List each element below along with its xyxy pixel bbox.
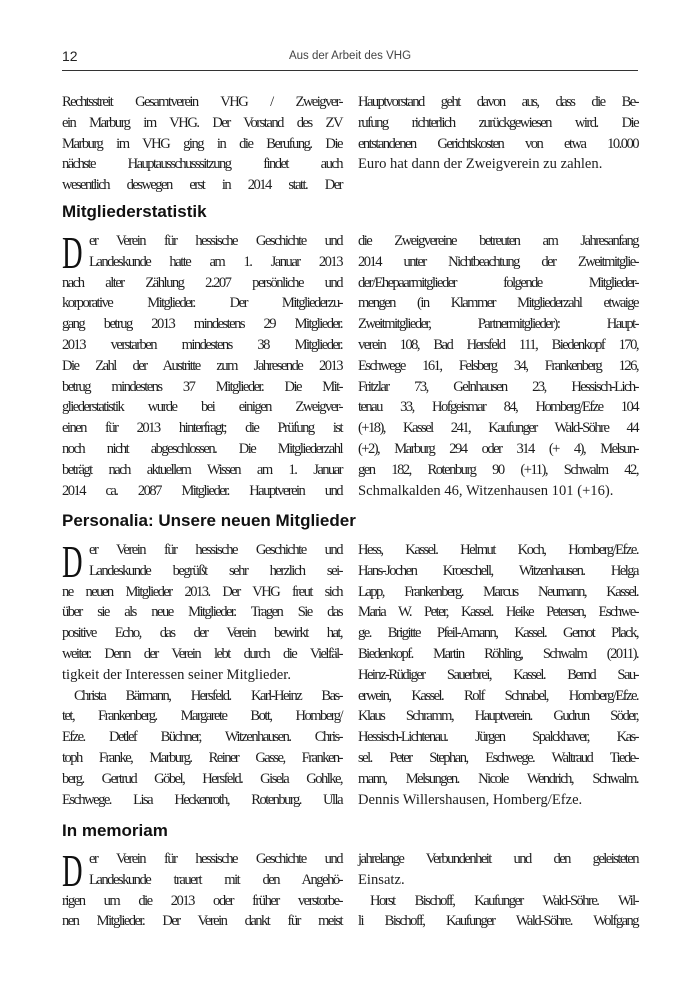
right-column bbox=[358, 849, 638, 932]
text-line: einen für 2013 hinterfragt; die Prüfung ist bbox=[62, 420, 342, 437]
text-line: Eschwege 161, Felsberg 34, Frankenberg 126, bbox=[358, 357, 638, 374]
text-line: Hans-Jochen Kroeschell, Witzenhausen. Helga bbox=[358, 562, 638, 579]
text-line: Christa Bärmann, Hersfeld. Karl-Heinz Bas- bbox=[74, 687, 342, 704]
text-line: Biedenkopf. Martin Röhling, Schwalm (2011). bbox=[358, 645, 638, 662]
text-line: nach alter Zählung 2.207 persönliche und bbox=[62, 274, 342, 291]
text-line: Hessisch-Lichtenau. Jürgen Spalckhaver, Kas- bbox=[358, 729, 638, 746]
text-line: er Verein für hessische Geschichte und bbox=[89, 851, 342, 867]
text-line: noch nicht abgeschlossen. Die Mitgliederzahl bbox=[62, 440, 342, 457]
text-line: mann, Melsungen. Nicole Wendrich, Schwalm. bbox=[358, 770, 638, 787]
left-column bbox=[62, 92, 342, 196]
text-line: Landeskunde trauert mit den Angehö- bbox=[89, 871, 342, 888]
text-line: Einsatz. bbox=[358, 871, 405, 888]
text-line: rufung richterlich zurückgewiesen wird. Die bbox=[358, 114, 638, 131]
paragraph bbox=[358, 540, 638, 810]
text-line: er Verein für hessische Geschichte und bbox=[89, 233, 342, 249]
text-line: Euro hat dann der Zweigverein zu zahlen. bbox=[358, 156, 603, 173]
page-number: 12 bbox=[62, 48, 78, 64]
text-line: tenau 33, Hofgeismar 84, Homberg/Efze 104 bbox=[358, 399, 638, 416]
text-line: nächste Hauptausschusssitzung findet auch bbox=[62, 156, 342, 173]
text-line: mengen (in Klammer Mitgliederzahl etwaige bbox=[358, 295, 638, 312]
text-line: korporative Mitglieder. Der Mitgliederzu- bbox=[62, 295, 342, 312]
text-line: Landeskunde hatte am 1. Januar 2013 bbox=[89, 253, 342, 270]
text-line: 2014 unter Nichtbeachtung der Zweitmitglie- bbox=[358, 253, 638, 270]
text-line: Maria W. Peter, Kassel. Heike Petersen, Eschwe- bbox=[358, 604, 638, 621]
paragraph bbox=[62, 845, 342, 932]
text-line: Hauptvorstand geht davon aus, dass die Be- bbox=[358, 94, 638, 110]
header-rule bbox=[62, 70, 638, 71]
text-line: verein 108, Bad Hersfeld 111, Biedenkopf 170, bbox=[358, 336, 638, 353]
paragraph bbox=[62, 227, 342, 501]
text-line: über sie als neue Mitglieder. Tragen Sie das bbox=[62, 604, 342, 621]
left-column bbox=[62, 227, 342, 501]
text-line: 2013 verstarben mindestens 38 Mitglieder. bbox=[62, 336, 342, 353]
text-line: die Zweigvereine betreuten am Jahresanfang bbox=[358, 233, 638, 249]
text-line: Landeskunde begrüßt sehr herzlich sei- bbox=[89, 562, 342, 579]
text-line: li Bischoff, Kaufunger Wald-Söhre. Wolfgang bbox=[358, 913, 638, 930]
running-title: Aus der Arbeit des VHG bbox=[288, 50, 412, 62]
section-heading: Mitgliederstatistik bbox=[62, 202, 207, 221]
text-line: Efze. Detlef Büchner, Witzenhausen. Chris- bbox=[62, 729, 342, 746]
text-line: ge. Brigitte Pfeil-Amann, Kassel. Gernot Plack, bbox=[358, 625, 638, 642]
text-line: entstandenen Gerichtskosten von etwa 10.000 bbox=[358, 135, 638, 152]
paragraph bbox=[62, 536, 342, 686]
text-line: (+18), Kassel 241, Kaufunger Wald-Söhre 44 bbox=[358, 420, 638, 437]
text-line: wesentlich deswegen erst in 2014 statt. Der bbox=[62, 177, 342, 194]
text-line: Rechtsstreit Gesamtverein VHG / Zweigver- bbox=[62, 94, 342, 110]
text-line: Zweitmitglieder, Partnermitglieder): Haupt- bbox=[358, 316, 638, 333]
text-line: Dennis Willershausen, Homberg/Efze. bbox=[358, 791, 583, 808]
text-line: 2014 ca. 2087 Mitglieder. Hauptverein und bbox=[62, 482, 342, 499]
text-line: nen Mitglieder. Der Verein dankt für meist bbox=[62, 913, 342, 930]
text-line: toph Franke, Marburg. Reiner Gasse, Franken- bbox=[62, 749, 342, 766]
text-line: Eschwege. Lisa Heckenroth, Rotenburg. Ulla bbox=[62, 791, 342, 808]
text-line: weiter. Denn der Verein lebt durch die Vielfäl- bbox=[62, 645, 342, 662]
left-column bbox=[62, 845, 342, 932]
section-heading: Personalia: Unsere neuen Mitglieder bbox=[62, 511, 356, 530]
paragraph bbox=[358, 231, 638, 501]
text-line: jahrelange Verbundenheit und den geleisteten bbox=[358, 851, 638, 867]
right-column bbox=[358, 540, 638, 810]
right-column bbox=[358, 231, 638, 501]
text-line: positive Echo, das der Verein bewirkt hat, bbox=[62, 625, 342, 642]
text-line: Heinz-Rüdiger Sauerbrei, Kassel. Bernd Sau- bbox=[358, 666, 638, 683]
drop-cap: D bbox=[62, 536, 83, 587]
text-line: Marburg im VHG ging in die Berufung. Die bbox=[62, 135, 342, 152]
paragraph bbox=[358, 891, 638, 933]
text-line: gen 182, Rotenburg 90 (+11), Schwalm 42, bbox=[358, 461, 638, 478]
text-line: Schmalkalden 46, Witzenhausen 101 (+16). bbox=[358, 482, 614, 499]
paragraph bbox=[358, 92, 638, 175]
text-line: beträgt nach aktuellem Wissen am 1. Januar bbox=[62, 461, 342, 478]
text-line: gang betrug 2013 mindestens 29 Mitglieder. bbox=[62, 316, 342, 333]
text-line: berg. Gertrud Göbel, Hersfeld. Gisela Gohlke, bbox=[62, 770, 342, 787]
text-line: sel. Peter Stephan, Eschwege. Waltraud Tiede- bbox=[358, 749, 638, 766]
text-line: ein Marburg im VHG. Der Vorstand des ZV bbox=[62, 114, 342, 131]
text-line: Hess, Kassel. Helmut Koch, Homberg/Efze. bbox=[358, 542, 638, 558]
drop-cap: D bbox=[62, 845, 83, 896]
text-line: der/Ehepaarmitglieder folgende Mitglieder- bbox=[358, 274, 638, 291]
text-line: er Verein für hessische Geschichte und bbox=[89, 542, 342, 558]
text-line: tet, Frankenberg. Margarete Bott, Homberg/ bbox=[62, 708, 342, 725]
text-line: tigkeit der Interessen seiner Mitglieder. bbox=[62, 666, 291, 683]
section-heading: In memoriam bbox=[62, 821, 168, 840]
text-line: Lapp, Frankenberg. Marcus Neumann, Kassel. bbox=[358, 583, 638, 600]
text-line: (+2), Marburg 294 oder 314 (+ 4), Melsun- bbox=[358, 440, 638, 457]
text-line: betrug mindestens 37 Mitglieder. Die Mit- bbox=[62, 378, 342, 395]
text-line: Die Zahl der Austritte zum Jahresende 2013 bbox=[62, 357, 342, 374]
paragraph bbox=[62, 92, 342, 196]
left-column bbox=[62, 536, 342, 810]
drop-cap: D bbox=[62, 227, 83, 278]
paragraph bbox=[358, 849, 638, 891]
paragraph bbox=[62, 686, 342, 811]
text-line: rigen um die 2013 oder früher verstorbe- bbox=[62, 892, 342, 909]
text-line: erwein, Kassel. Rolf Schnabel, Homberg/Efze. bbox=[358, 687, 638, 704]
text-line: Fritzlar 73, Gelnhausen 23, Hessisch-Lich- bbox=[358, 378, 638, 395]
right-column bbox=[358, 92, 638, 175]
text-line: gliederstatistik wurde bei einigen Zweigver- bbox=[62, 399, 342, 416]
text-line: Klaus Schramm, Hauptverein. Gudrun Söder, bbox=[358, 708, 638, 725]
text-line: ne neuen Mitglieder 2013. Der VHG freut sich bbox=[62, 583, 342, 600]
text-line: Horst Bischoff, Kaufunger Wald-Söhre. Wil- bbox=[370, 892, 638, 909]
